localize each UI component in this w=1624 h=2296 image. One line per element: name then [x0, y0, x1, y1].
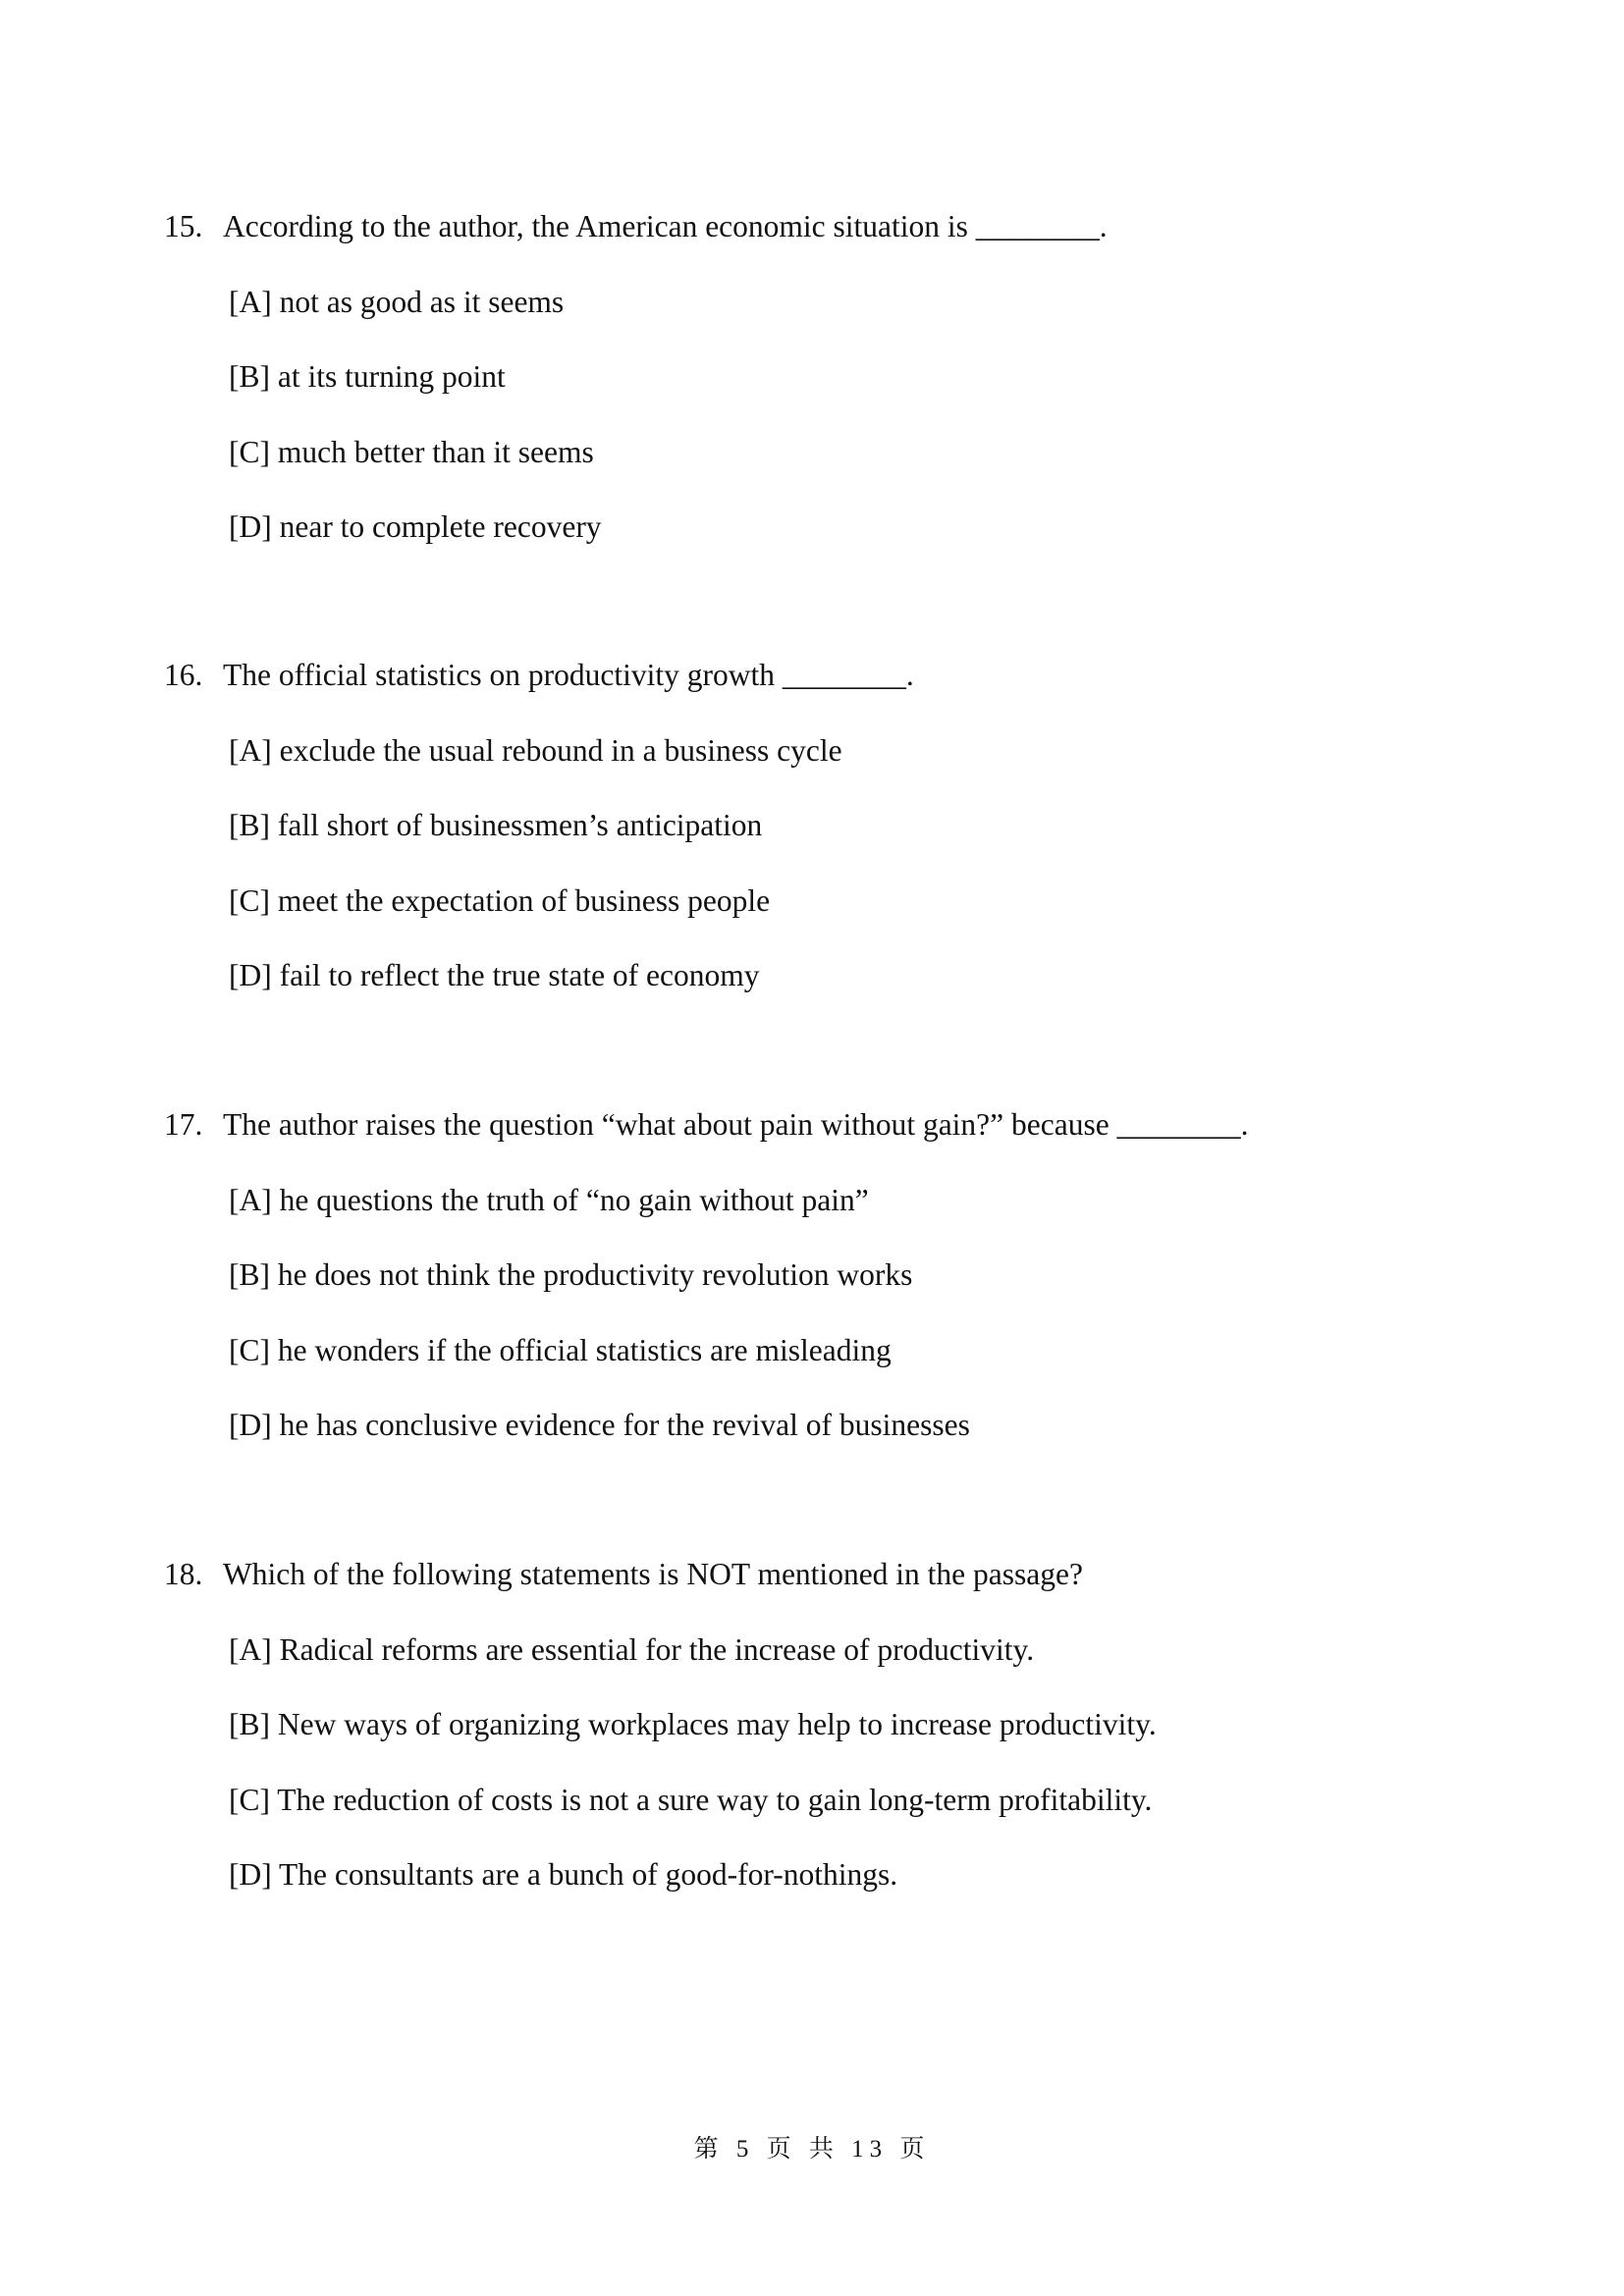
question-text: Which of the following statements is NOT mentioned in the passage?	[223, 1557, 1083, 1591]
option-d: [D] The consultants are a bunch of good-for-nothings.	[229, 1857, 898, 1892]
question-stem	[164, 1099, 1248, 1150]
option-b: [B] he does not think the productivity revolution works	[229, 1257, 913, 1292]
question-text: According to the author, the American economic situation is ________.	[223, 209, 1108, 243]
option-b: [B] at its turning point	[229, 359, 506, 394]
option-b: [B] New ways of organizing workplaces may help to increase productivity.	[229, 1707, 1157, 1741]
option-d: [D] fail to reflect the true state of economy	[229, 958, 760, 992]
question-stem	[164, 650, 914, 701]
option-a: [A] Radical reforms are essential for the increase of productivity.	[229, 1632, 1035, 1667]
option-a: [A] exclude the usual rebound in a business cycle	[229, 733, 842, 768]
question-stem	[164, 201, 1108, 252]
option-a: [A] not as good as it seems	[229, 285, 565, 319]
option-c: [C] he wonders if the official statistics are misleading	[229, 1333, 892, 1367]
page-footer: 第 5 页 共 13 页	[693, 2136, 931, 2163]
question-number: 16.	[164, 658, 203, 692]
question-stem	[164, 1549, 1083, 1600]
question-text: The official statistics on productivity growth ________.	[223, 658, 914, 692]
option-c: [C] meet the expectation of business people	[229, 883, 771, 918]
question-number: 17.	[164, 1107, 203, 1142]
option-a: [A] he questions the truth of “no gain without pain”	[229, 1183, 869, 1217]
option-c: [C] much better than it seems	[229, 435, 594, 469]
option-d: [D] near to complete recovery	[229, 509, 602, 544]
option-b: [B] fall short of businessmen’s anticipation	[229, 808, 763, 842]
question-number: 15.	[164, 209, 203, 243]
question-number: 18.	[164, 1557, 203, 1591]
option-d: [D] he has conclusive evidence for the revival of businesses	[229, 1408, 970, 1442]
question-text: The author raises the question “what about pain without gain?” because ________.	[223, 1107, 1249, 1142]
option-c: [C] The reduction of costs is not a sure way to gain long-term profitability.	[229, 1783, 1153, 1817]
